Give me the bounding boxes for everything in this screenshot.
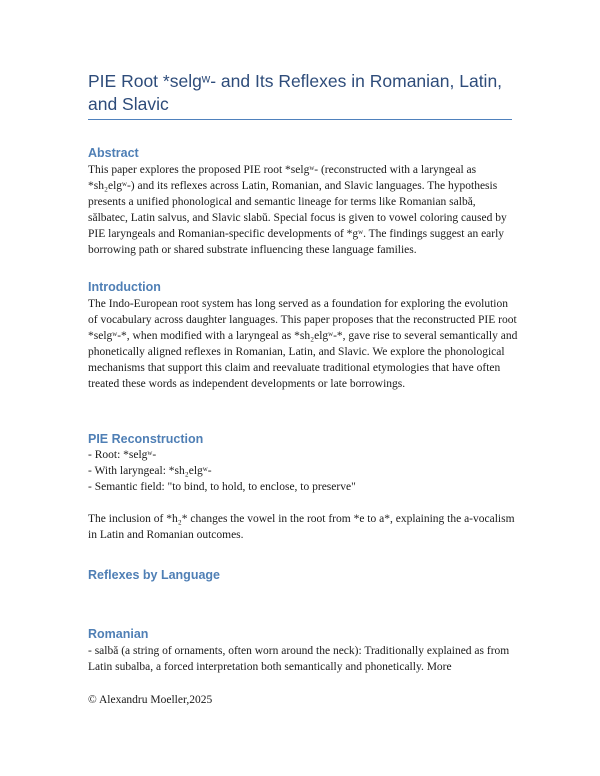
abstract-heading: Abstract	[88, 146, 139, 160]
paper-title: PIE Root *selgʷ- and Its Reflexes in Romanian, Latin, and Slavic	[88, 71, 503, 114]
reconstruction-list	[88, 447, 518, 495]
reconstruction-body: The inclusion of *h₂* changes the vowel in the root from *e to a*, explaining the a-vocalism in Latin and Romanian outcomes.	[88, 513, 515, 542]
reflexes-heading: Reflexes by Language	[88, 568, 220, 582]
list-item: - Semantic field: "to bind, to hold, to enclose, to preserve"	[88, 481, 356, 494]
introduction-body: The Indo-European root system has long served as a foundation for exploring the evolution of vocabulary across daughter languages. This paper proposes that the reconstructed PIE root *selgʷ-*, when modified with a laryngeal as *sh₂elgʷ-*, gave rise to several semantically and phonetically aligned reflexes in Romanian, Latin, and Slavic. We explore the phonological mechanisms that support this claim and reevaluate traditional etymologies that have often treated these words as independent developments or late borrowings.	[88, 298, 518, 391]
reconstruction-heading: PIE Reconstruction	[88, 432, 204, 446]
romanian-body: - salbă (a string of ornaments, often worn around the neck): Traditionally explained as from Latin subalba, a forced interpretation both semantically and phonetically. More	[88, 645, 510, 674]
copyright-footer: © Alexandru Moeller,2025	[88, 694, 213, 706]
abstract-body: This paper explores the proposed PIE root *selgʷ- (reconstructed with a laryngeal as *sh₂elgʷ-) and its reflexes across Latin, Romanian, and Slavic languages. The hypothesis presents a unified phonological and semantic lineage for terms like Romanian salbă, sălbatec, Latin salvus, and Slavic slabŭ. Special focus is given to vowel coloring caused by PIE laryngeals and Romanian-specific developments of *gʷ. The findings suggest an early borrowing path or shared substrate influencing these language families.	[88, 164, 507, 257]
romanian-heading: Romanian	[88, 627, 149, 641]
introduction-heading: Introduction	[88, 280, 161, 294]
title-divider	[88, 119, 512, 120]
list-item: - With laryngeal: *sh₂elgʷ-	[88, 465, 212, 478]
list-item: - Root: *selgʷ-	[88, 449, 157, 461]
